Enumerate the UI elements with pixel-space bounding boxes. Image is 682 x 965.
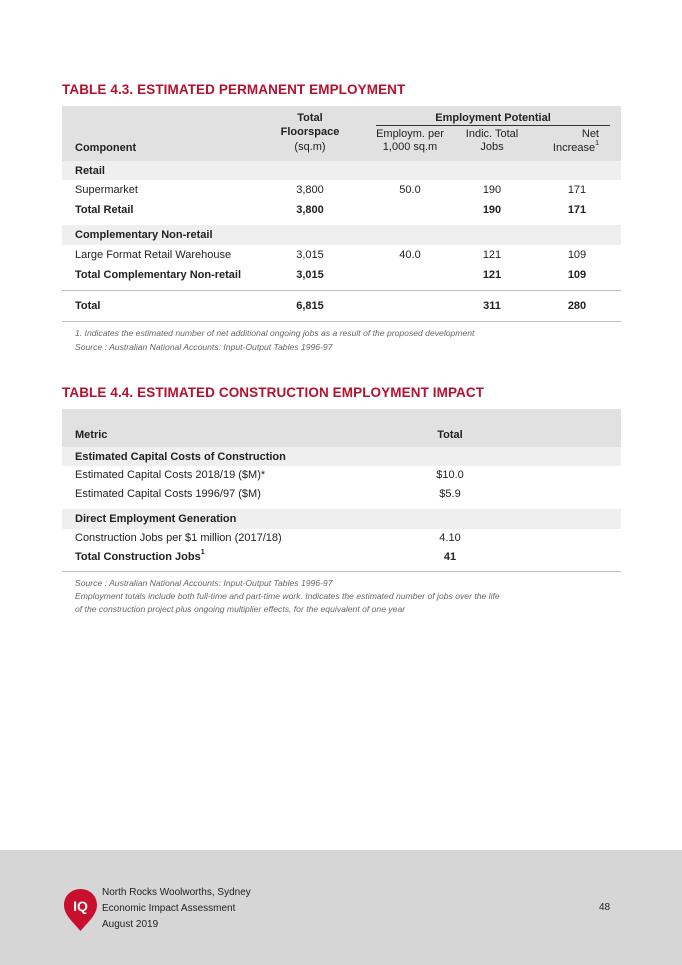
floorspace-header-1: Total xyxy=(297,112,323,124)
page-number: 48 xyxy=(599,902,611,913)
supermarket-employ: 50.0 xyxy=(399,184,421,196)
jobs-header-1: Indic. Total xyxy=(465,128,519,140)
lfr-floorspace: 3,015 xyxy=(296,249,324,261)
total-construction-jobs-value: 41 xyxy=(443,551,457,563)
lfr-label: Large Format Retail Warehouse xyxy=(75,249,232,261)
jobs-header-2: Jobs xyxy=(480,141,504,153)
floorspace-header-3: (sq.m) xyxy=(294,141,326,153)
table-4-4-title: TABLE 4.4. ESTIMATED CONSTRUCTION EMPLOYMENT IMPACT xyxy=(62,385,485,400)
employ-header-2: 1,000 sq.m xyxy=(382,141,438,153)
total-comp-floorspace: 3,015 xyxy=(296,269,324,281)
supermarket-net: 171 xyxy=(567,184,587,196)
component-header: Component xyxy=(75,142,137,154)
table-4-3-source: Source : Australian National Accounts: Input-Output Tables 1996-97 xyxy=(75,342,333,352)
total-comp-jobs: 121 xyxy=(482,269,502,281)
table-4-3-footnote: 1. Indicates the estimated number of net additional ongoing jobs as a result of the proposed development xyxy=(75,328,475,338)
metric-header: Metric xyxy=(75,429,108,441)
table-4-3-title: TABLE 4.3. ESTIMATED PERMANENT EMPLOYMENT xyxy=(62,82,406,97)
retail-section-label: Retail xyxy=(75,165,105,177)
total-comp-net: 109 xyxy=(567,269,587,281)
employment-potential-header: Employment Potential xyxy=(435,112,551,124)
cap-9697-label: Estimated Capital Costs 1996/97 ($M) xyxy=(75,488,261,500)
footer-date: August 2019 xyxy=(102,919,159,930)
table-4-3-divider xyxy=(62,290,621,291)
group-underline xyxy=(376,125,610,126)
supermarket-floorspace: 3,800 xyxy=(296,184,324,196)
total-retail-floorspace: 3,800 xyxy=(296,204,324,216)
logo-text: IQ xyxy=(73,898,88,914)
total-comp-label: Total Complementary Non-retail xyxy=(75,269,242,281)
employ-header-1: Employm. per xyxy=(376,128,444,140)
total-retail-label: Total Retail xyxy=(75,204,134,216)
total-retail-net: 171 xyxy=(567,204,587,216)
lfr-employ: 40.0 xyxy=(399,249,421,261)
table-4-4-source: Source : Australian National Accounts: Input-Output Tables 1996-97 xyxy=(75,578,333,588)
cap-1819-label: Estimated Capital Costs 2018/19 ($M)* xyxy=(75,469,266,481)
grand-total-label: Total xyxy=(75,300,101,312)
retail-section-band xyxy=(62,161,621,180)
table-4-4-header-band xyxy=(62,409,621,447)
total-header: Total xyxy=(437,429,463,441)
net-header-1: Net xyxy=(581,128,599,140)
footer-report: Economic Impact Assessment xyxy=(102,903,236,914)
footer-project: North Rocks Woolworths, Sydney xyxy=(102,887,251,898)
iq-logo-icon xyxy=(63,888,98,932)
total-retail-jobs: 190 xyxy=(482,204,502,216)
total-construction-jobs-label: Total Construction Jobs$^1$ xyxy=(75,549,205,563)
grand-total-jobs: 311 xyxy=(483,300,501,312)
jobs-per-million-value: 4.10 xyxy=(439,532,461,544)
jobs-per-million-label: Construction Jobs per $1 million (2017/18) xyxy=(75,532,282,544)
supermarket-jobs: 190 xyxy=(482,184,502,196)
supermarket-label: Supermarket xyxy=(75,184,138,196)
capital-section-label: Estimated Capital Costs of Construction xyxy=(75,451,286,463)
complementary-section-label: Complementary Non-retail xyxy=(75,229,213,241)
grand-total-floorspace: 6,815 xyxy=(296,300,324,312)
table-4-4-bottom-rule xyxy=(62,571,621,572)
cap-1819-value: $10.0 xyxy=(436,469,464,481)
footer-text-block xyxy=(102,885,251,933)
table-4-4-note-2: of the construction project plus ongoing multiplier effects, for the equivalent of one year xyxy=(75,604,406,614)
net-header-2: Increase$^1$ xyxy=(552,140,599,154)
lfr-net: 109 xyxy=(567,249,587,261)
grand-total-net: 280 xyxy=(567,300,587,312)
direct-section-label: Direct Employment Generation xyxy=(75,513,237,525)
table-4-4-note-1: Employment totals include both full-time and part-time work. Indicates the estimated number of jobs over the life xyxy=(75,591,500,601)
floorspace-header-2: Floorspace xyxy=(280,126,340,138)
lfr-jobs: 121 xyxy=(482,249,502,261)
cap-9697-value: $5.9 xyxy=(439,488,461,500)
table-4-3-bottom-rule xyxy=(62,321,621,322)
